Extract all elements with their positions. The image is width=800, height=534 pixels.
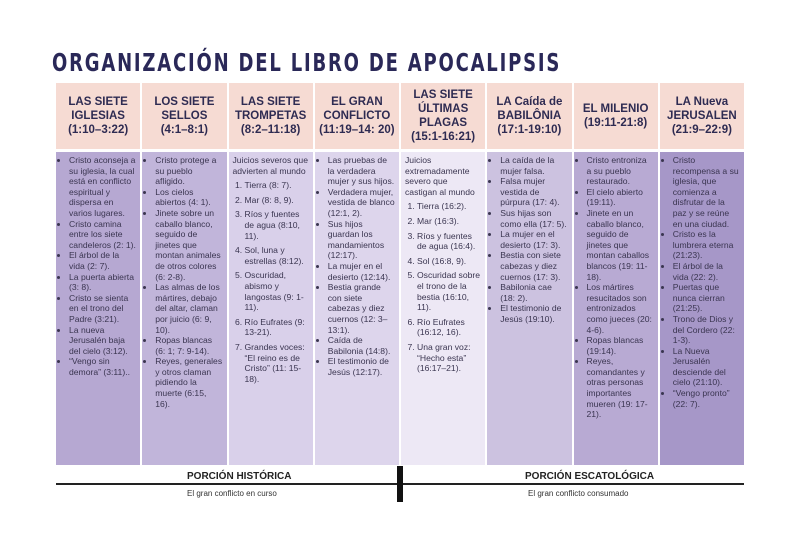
list-item: 5. Oscuridad, abismo y langostas (9: 1-11). [245, 270, 309, 312]
list-item: • Ropas blancas (6: 1; 7: 9-14). [155, 335, 222, 356]
list-item: • Cristo protege a su pueblo afligido. [155, 155, 222, 187]
list-item: 7. Una gran voz: “Hecho esta” (16:17–21). [417, 342, 481, 374]
list-item: • El árbol de la vida (22: 2). [673, 261, 740, 282]
column-intro: Juicios extremadamente severo que castigan al mundo [405, 155, 475, 197]
list-item: 2. Mar (16:3). [417, 216, 481, 227]
center-marker [397, 466, 403, 502]
list-item: • Verdadera mujer, vestida de blanco (12:1, 2). [328, 187, 395, 219]
column-heading: LAS SIETE ÚLTIMAS PLAGAS (15:1-16:21) [401, 83, 485, 149]
left-divider [56, 483, 397, 485]
list-item: 6. Río Eufrates (16:12, 16). [417, 317, 481, 338]
list-item: • La puerta abierta (3: 8). [69, 272, 136, 293]
column-6 [487, 83, 571, 465]
list-item: • Puertas que nunca cierran (21:25). [673, 282, 740, 314]
list-item: • Sus hijas son como ella (17: 5). [500, 208, 567, 229]
list-item: • Las pruebas de la verdadera mujer y sus hijos. [328, 155, 395, 187]
column-7 [574, 83, 658, 465]
historic-sublabel: El gran conflicto en curso [187, 489, 277, 498]
eschatological-sublabel: El gran conflicto consumado [528, 489, 629, 498]
list-item: • Cristo entroniza a su pueblo restaurado. [587, 155, 654, 187]
column-heading: LOS SIETE SELLOS (4:1–8:1) [142, 83, 226, 149]
column-heading: EL GRAN CONFLICTO (11:19–14: 20) [315, 83, 399, 149]
list-item: • “Vengo pronto” (22: 7). [673, 388, 740, 409]
column-body [56, 152, 140, 465]
column-heading: LA Caída de BABILÔNIA (17:1-19:10) [487, 83, 571, 149]
list-item: • El testimonio de Jesús (19:10). [500, 303, 567, 324]
list-item: • El árbol de la vida (2: 7). [69, 250, 136, 271]
column-heading: LA Nueva JERUSALEN (21:9–22:9) [660, 83, 744, 149]
list-item: • La Nueva Jerusalén desciende del cielo (21:10). [673, 346, 740, 388]
column-8 [660, 83, 744, 465]
list-item: • El testimonio de Jesús (12:17). [328, 356, 395, 377]
column-intro: Juicios severos que advierten al mundo [232, 155, 308, 176]
historic-label: PORCIÓN HISTÓRICA [187, 471, 292, 482]
column-heading: LAS SIETE IGLESIAS (1:10–3:22) [56, 83, 140, 149]
list-item: • Los cielos abiertos (4: 1). [155, 187, 222, 208]
list-item: • Reyes, generales y otros claman pidiendo la muerte (6:15, 16). [155, 356, 222, 409]
list-item: • Trono de Dios y del Cordero (22: 1-3). [673, 314, 740, 346]
list-item: • Cristo es la lumbrera eterna (21:23). [673, 229, 740, 261]
column-heading: EL MILENIO (19:11-21:8) [574, 83, 658, 149]
list-item: • La caída de la mujer falsa. [500, 155, 567, 176]
list-item: 4. Sol (16:8, 9). [417, 256, 481, 267]
list-item: • Cristo camina entre los siete candeleros (2: 1). [69, 219, 136, 251]
column-5 [401, 83, 485, 465]
column-1 [56, 83, 140, 465]
column-body [660, 152, 744, 465]
list-item: 1. Tierra (16:2). [417, 201, 481, 212]
list-item: 7. Grandes voces: “El reino es de Cristo” (11: 15-18). [245, 342, 309, 384]
list-item: 3. Ríos y fuentes de agua (16:4). [417, 231, 481, 252]
page-title: ORGANIZACIÓN DEL LIBRO DE APOCALIPSIS [52, 48, 562, 77]
list-item: • Bestia con siete cabezas y diez cuernos (17: 3). [500, 250, 567, 282]
list-item: • Cristo aconseja a su iglesia, la cual está en conflicto espiritual y dispersa en varios lugares. [69, 155, 136, 219]
list-item: • Cristo se sienta en el trono del Padre (3:21). [69, 293, 136, 325]
list-item: 5. Oscuridad sobre el trono de la bestia (16:10, 11). [417, 270, 481, 312]
list-item: • La nueva Jerusalén baja del cielo (3:12). [69, 325, 136, 357]
column-body [315, 152, 399, 465]
right-divider [403, 483, 744, 485]
column-3 [229, 83, 313, 465]
list-item: 4. Sol, luna y estrellas (8:12). [245, 245, 309, 266]
column-body [229, 152, 313, 465]
list-item: • La mujer en el desierto (12:14). [328, 261, 395, 282]
list-item: • Jinete en un caballo blanco, seguido de jinetes que montan caballos blancos (19: 11-18). [587, 208, 654, 282]
list-item: • La mujer en el desierto (17: 3). [500, 229, 567, 250]
eschatological-label: PORCIÓN ESCATOLÓGICA [525, 471, 655, 482]
column-body [574, 152, 658, 465]
list-item: • El cielo abierto (19:11). [587, 187, 654, 208]
timeline-table [56, 83, 744, 465]
list-item: • Caída de Babilonia (14:8). [328, 335, 395, 356]
list-item: • Babilonia cae (18: 2). [500, 282, 567, 303]
list-item: • Ropas blancas (19:14). [587, 335, 654, 356]
list-item: • Falsa mujer vestida de púrpura (17: 4). [500, 176, 567, 208]
list-item: 1. Tierra (8: 7). [245, 180, 309, 191]
list-item: • Jinete sobre un caballo blanco, seguido de jinetes que montan animales de otros colores (6: 2-8). [155, 208, 222, 282]
list-item: 3. Ríos y fuentes de agua (8:10, 11). [245, 209, 309, 241]
list-item: 2. Mar (8: 8, 9). [245, 195, 309, 206]
list-item: • “Vengo sin demora” (3:11).. [69, 356, 136, 377]
list-item: • Cristo recompensa a su iglesia, que comienza a disfrutar de la paz y se reúne en una ciudad. [673, 155, 740, 229]
list-item: 6. Río Eufrates (9: 13-21). [245, 317, 309, 338]
column-body [142, 152, 226, 465]
list-item: • Reyes, comandantes y otras personas importantes mueren (19: 17-21). [587, 356, 654, 420]
list-item: • Los mártires resucitados son entronizados como jueces (20: 4-6). [587, 282, 654, 335]
column-2 [142, 83, 226, 465]
column-body [487, 152, 571, 465]
column-heading: LAS SIETE TROMPETAS (8:2–11:18) [229, 83, 313, 149]
column-4 [315, 83, 399, 465]
column-body [401, 152, 485, 465]
list-item: • Bestia grande con siete cabezas y diez cuernos (12: 3–13:1). [328, 282, 395, 335]
list-item: • Sus hijos guardan los mandamientos (12:17). [328, 219, 395, 261]
list-item: • Las almas de los mártires, debajo del altar, claman por juicio (6: 9, 10). [155, 282, 222, 335]
